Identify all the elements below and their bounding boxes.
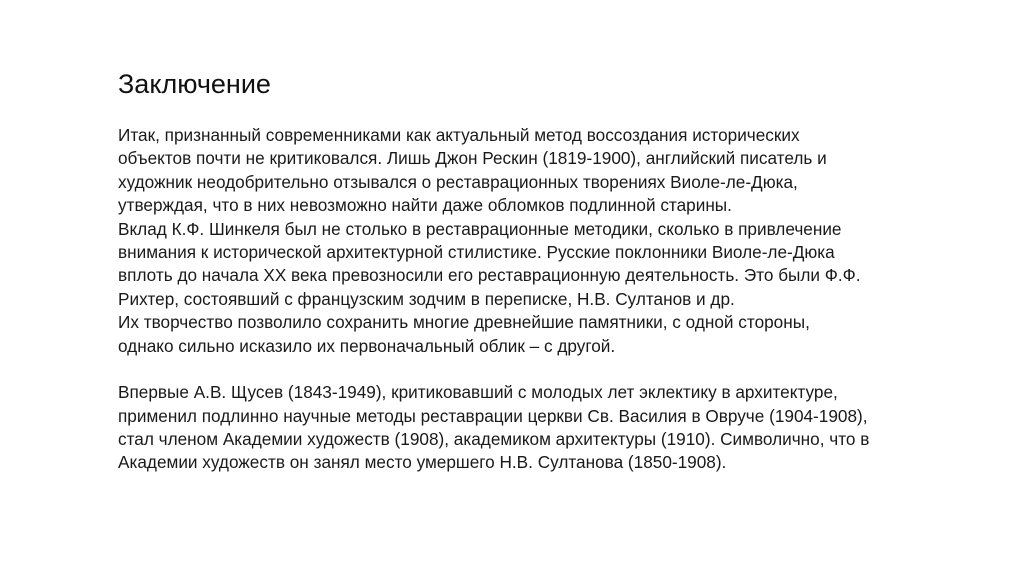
text-line: Рихтер, состоявший с французским зодчим в переписке, Н.В. Султанов и др. <box>118 288 735 309</box>
text-line: художник неодобрительно отзывался о реставрационных творениях Виоле-ле-Дюка, <box>118 171 798 192</box>
text-line: применил подлинно научные методы реставрации церкви Св. Василия в Овруче (1904-1908), <box>118 405 868 426</box>
text-line: однако сильно исказило их первоначальный облик – с другой. <box>118 335 616 356</box>
text-line: Итак, признанный современниками как актуальный метод воссоздания исторических <box>118 125 800 145</box>
paragraph-spacer <box>118 358 918 381</box>
text-line: Их творчество позволило сохранить многие древнейшие памятники, с одной стороны, <box>118 312 810 333</box>
slide-title: Заключение <box>118 69 271 99</box>
text-line: вплоть до начала XX века превозносили его реставрационную деятельность. Это были Ф.Ф. <box>118 265 861 286</box>
text-line: Академии художеств он занял место умершего Н.В. Султанова (1850-1908). <box>118 452 727 473</box>
text-line: стал членом Академии художеств (1908), академиком архитектуры (1910). Символично, что в <box>118 429 870 450</box>
text-line: Впервые А.В. Щусев (1843-1949), критиковавший с молодых лет эклектику в архитектуре, <box>118 382 838 403</box>
slide-body <box>118 124 918 475</box>
text-line: внимания к исторической архитектурной стилистике. Русские поклонники Виоле-ле-Дюка <box>118 241 835 262</box>
text-line: объектов почти не критиковался. Лишь Джон Рескин (1819-1900), английский писатель и <box>118 148 827 169</box>
text-line: утверждая, что в них невозможно найти даже обломков подлинной старины. <box>118 195 732 216</box>
text-line: Вклад К.Ф. Шинкеля был не столько в реставрационные методики, сколько в привлечение <box>118 218 842 239</box>
